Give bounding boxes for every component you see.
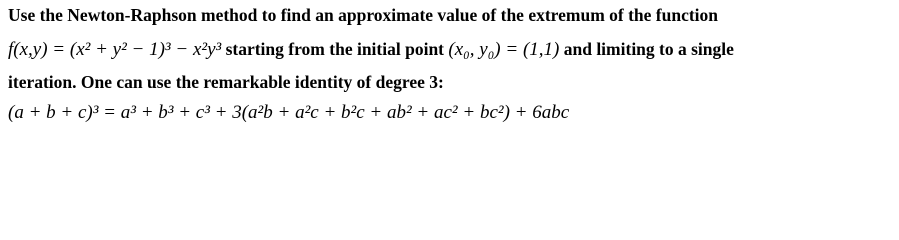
identity-formula: (a + b + c)³ = a³ + b³ + c³ + 3(a²b + a²c + b²c + ab² + ac² + bc²) + 6abc <box>8 102 570 123</box>
problem-line-2-end: and limiting to a single <box>559 39 734 59</box>
function-formula: f(x,y) = (x² + y² − 1)³ − x²y³ <box>8 39 222 60</box>
problem-line-1: Use the Newton-Raphson method to find an approximate value of the extremum of the function <box>8 5 719 25</box>
problem-line-2 <box>8 38 734 61</box>
problem-line-4 <box>8 101 569 124</box>
problem-line-3: iteration. One can use the remarkable identity of degree 3: <box>8 72 444 92</box>
problem-line-2-middle: starting from the initial point <box>221 39 449 59</box>
initial-point-formula: (x₀, y₀) = (1,1) <box>448 39 560 60</box>
